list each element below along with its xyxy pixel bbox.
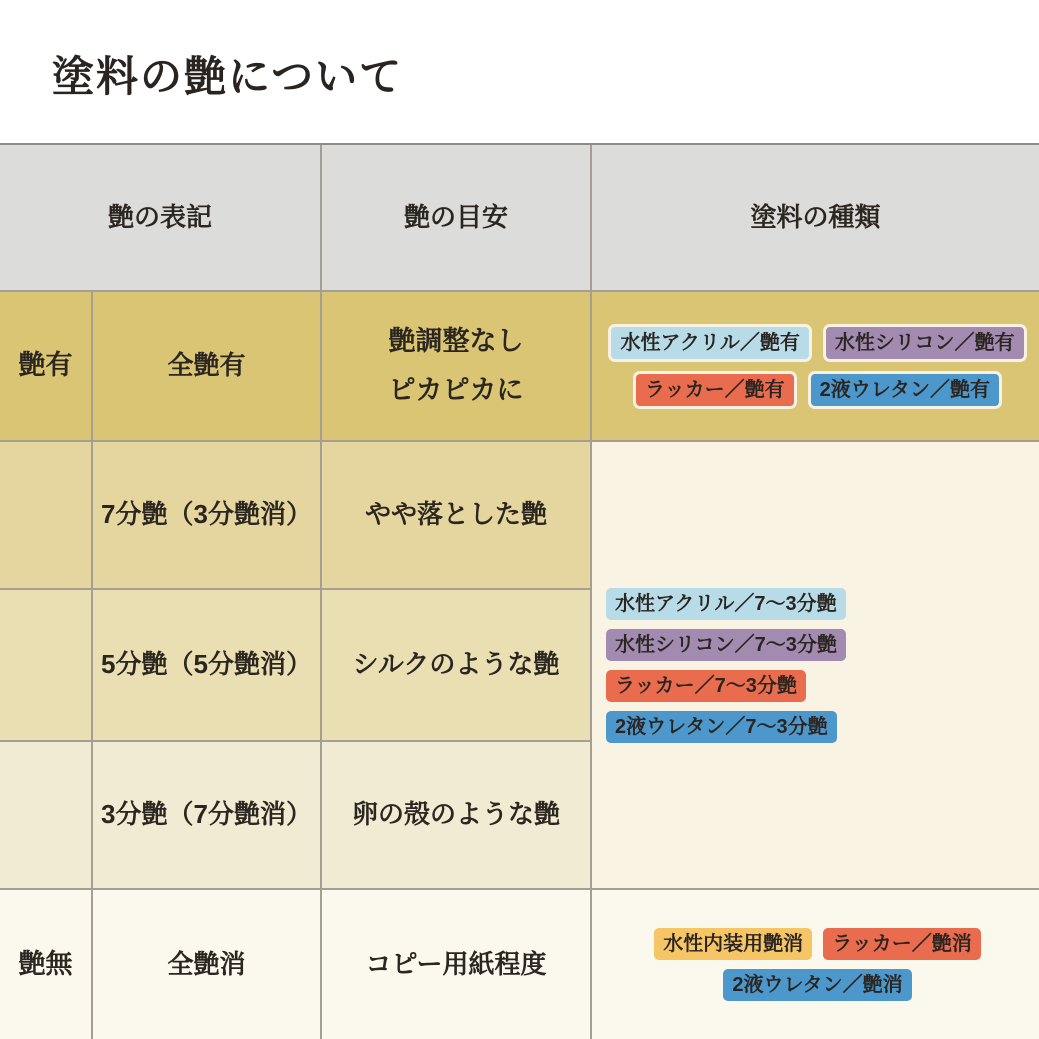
cell-r4-guide: 卵の殻のような艶 [322,742,590,888]
cell-r3-spacer [0,590,91,740]
paint-tag-urethane-semigloss: 2液ウレタン／7～3分艶 [606,711,837,743]
paint-tag-acrylic-semigloss: 水性アクリル／7～3分艶 [606,588,846,620]
cell-r2-spacer [0,442,91,588]
header-cell-paint-type: 塗料の種類 [592,145,1039,290]
guide-line: ピカピカに [388,374,524,405]
cell-r3-notation: 5分艶（5分艶消） [93,590,320,740]
cell-r4-spacer [0,742,91,888]
cell-r5-guide: コピー用紙程度 [322,890,590,1039]
header-cell-guide: 艶の目安 [322,145,590,290]
paint-tag-acrylic-gloss: 水性アクリル／艶有 [608,324,811,362]
paint-tag-urethane-gloss: 2液ウレタン／艶有 [808,371,1002,409]
cell-mid-paint-tags [592,442,1039,888]
paint-tag-interior-matte: 水性内装用艶消 [654,928,812,960]
paint-tag-lacquer-matte: ラッカー／艶消 [823,928,981,960]
cell-r1-notation: 全艶有 [93,292,320,440]
paint-tag-lacquer-gloss: ラッカー／艶有 [633,371,797,409]
cell-r2-notation: 7分艶（3分艶消） [93,442,320,588]
paint-tag-urethane-matte: 2液ウレタン／艶消 [723,969,911,1001]
gloss-table [0,143,1039,1039]
guide-line: 艶調整なし [388,326,524,357]
cell-r1-paint-tags [592,292,1039,440]
cell-r5-paint-tags [592,890,1039,1039]
cell-r5-notation: 全艶消 [93,890,320,1039]
cell-r1-guide [322,292,590,440]
cell-r2-guide: やや落とした艶 [322,442,590,588]
paint-tag-silicone-gloss: 水性シリコン／艶有 [823,324,1027,362]
paint-tag-silicone-semigloss: 水性シリコン／7～3分艶 [606,629,846,661]
cell-r4-notation: 3分艶（7分艶消） [93,742,320,888]
page-title: 塗料の艶について [52,53,404,100]
header-cell-notation: 艶の表記 [0,145,320,290]
paint-tag-lacquer-semigloss: ラッカー／7～3分艶 [606,670,806,702]
cell-gloss-no: 艶無 [0,890,91,1039]
cell-gloss-yes: 艶有 [0,292,91,440]
cell-r3-guide: シルクのような艶 [322,590,590,740]
